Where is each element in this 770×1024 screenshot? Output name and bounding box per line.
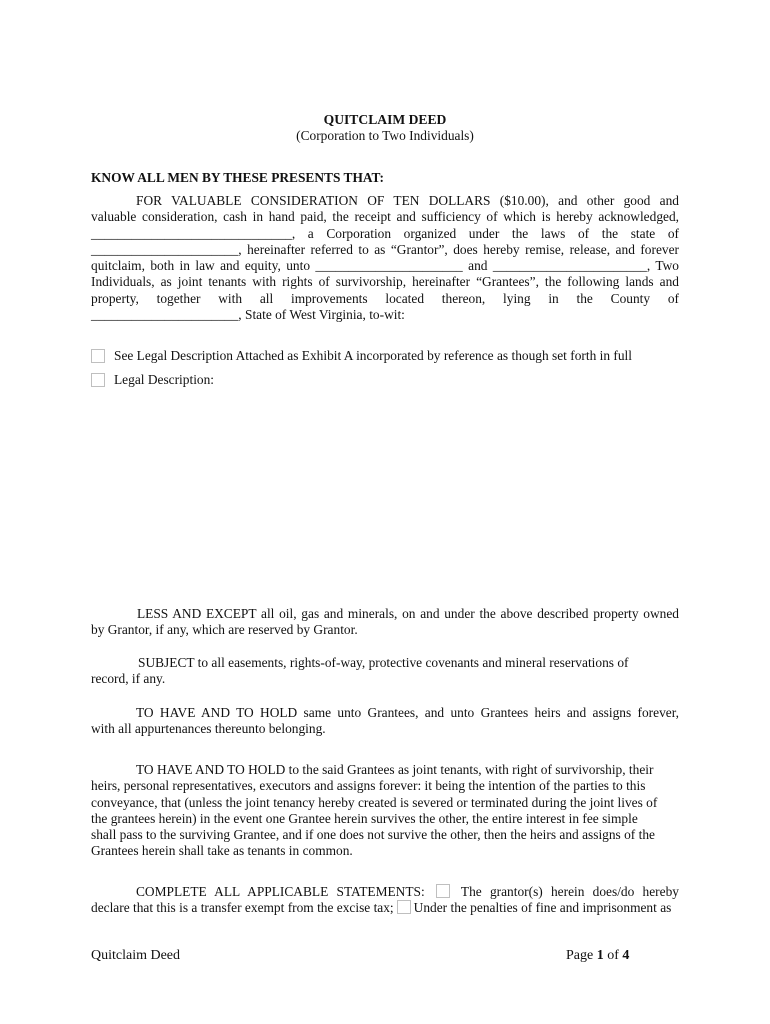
statements-line [91,884,679,900]
page-total: 4 [622,948,630,963]
page-of: of [607,948,619,963]
consideration-paragraph [91,193,679,323]
exhibit-checkbox[interactable] [91,349,105,363]
joint-tenancy-line: TO HAVE AND TO HOLD to the said Grantees as joint tenants, with right of survivorship, their [136,762,654,777]
habendum-paragraph [91,705,679,738]
consideration-line: Individuals, as joint tenants with rights of survivorship, hereinafter “Grantees”, the following lands and [91,274,679,290]
exhibit-option-label: See Legal Description Attached as Exhibit A incorporated by reference as though set forth in full [114,348,632,363]
joint-tenancy-line: conveyance, that (unless the joint tenancy hereby created is severed or terminated during the joint lives of [91,794,658,810]
consideration-line: valuable consideration, cash in hand paid, the receipt and sufficiency of which is hereby acknowledged, [91,209,679,225]
consideration-line: FOR VALUABLE CONSIDERATION OF TEN DOLLARS ($10.00), and other good and [136,193,679,208]
joint-tenancy-line: heirs, personal representatives, executors and assigns forever: it being the intention of the parties to this [91,778,646,794]
penalties-checkbox[interactable] [397,900,411,914]
consideration-line: quitclaim, both in law and equity, unto ______________________ and _______________________, Two [91,258,679,274]
habendum-line: with all appurtenances thereunto belonging. [91,721,326,737]
subject-to-line: SUBJECT to all easements, rights-of-way, protective covenants and mineral reservations of [138,655,629,670]
subject-to-paragraph [91,655,679,688]
legal-description-option[interactable] [91,372,214,388]
know-all-heading: KNOW ALL MEN BY THESE PRESENTS THAT: [91,170,384,185]
exhibit-option[interactable] [91,348,632,364]
joint-tenancy-line: the grantees herein) in the event one Grantee herein survives the other, the entire interest in fee simple [91,810,638,826]
subject-to-line: record, if any. [91,671,166,687]
consideration-line: ______________________, State of West Virginia, to-wit: [91,307,405,323]
joint-tenancy-line: Grantees herein shall take as tenants in common. [91,843,353,859]
less-except-line: by Grantor, if any, which are reserved by Grantor. [91,622,358,638]
consideration-line: property, together with all improvements located thereon, lying in the County of [91,290,679,306]
statements-lead: COMPLETE ALL APPLICABLE STATEMENTS: [136,884,425,899]
exempt-checkbox[interactable] [436,884,450,898]
consideration-line: ______________________, hereinafter referred to as “Grantor”, does hereby remise, release, and forever [91,241,679,257]
statements-part2: declare that this is a transfer exempt from the excise tax; [91,900,394,916]
less-except-paragraph [91,606,679,639]
statements-part1: The grantor(s) herein does/do hereby [460,884,679,899]
joint-tenancy-paragraph [91,762,679,860]
habendum-line: TO HAVE AND TO HOLD same unto Grantees, and unto Grantees heirs and assigns forever, [136,705,679,720]
footer-page-number [566,948,629,964]
page-word: Page [566,948,594,963]
joint-tenancy-line: shall pass to the surviving Grantee, and if one does not survive the other, then the heirs and assigns of the [91,827,655,843]
document-subtitle: (Corporation to Two Individuals) [296,128,474,143]
statements-line [91,900,679,916]
document-title: QUITCLAIM DEED [323,112,447,127]
statements-paragraph [91,884,679,917]
legal-description-checkbox[interactable] [91,373,105,387]
less-except-line: LESS AND EXCEPT all oil, gas and minerals, on and under the above described property owned [137,606,679,621]
statements-part3: Under the penalties of fine and imprisonment as [413,900,672,916]
legal-description-label: Legal Description: [114,372,215,387]
page-current: 1 [596,948,604,963]
consideration-line: ______________________________, a Corporation organized under the laws of the state of [91,225,679,241]
footer-document-name: Quitclaim Deed [91,948,181,963]
